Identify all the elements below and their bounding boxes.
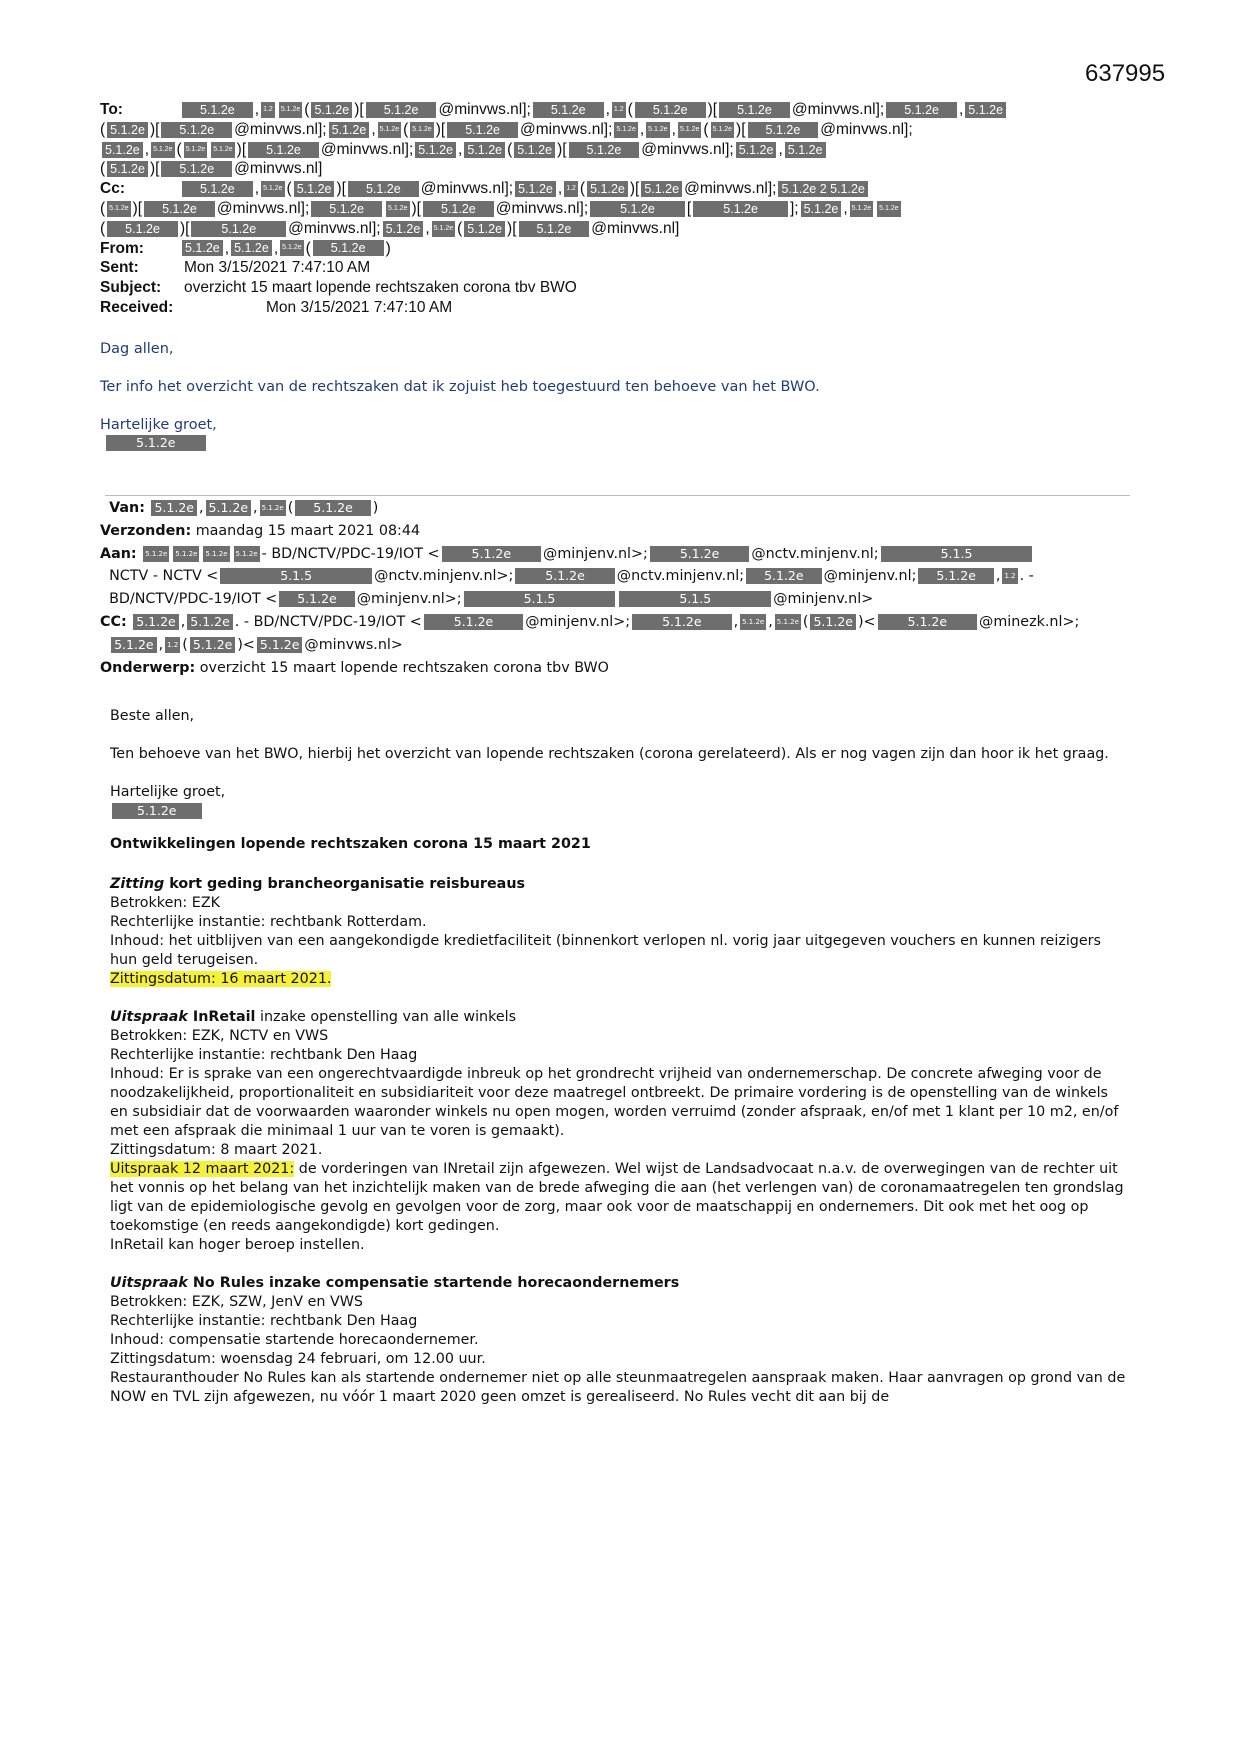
from-row: From: 5.1.2e , 5.1.2e , 5.1.2e ( 5.1.2e ) [100, 239, 391, 257]
subject-label: Subject: [100, 279, 162, 297]
redaction: 5.1.2e [447, 122, 518, 138]
aan-row-2: NCTV - NCTV < 5.1.5 @nctv.minjenv.nl>; 5.1.2e @nctv.minjenv.nl; 5.1.2e @minjenv.nl; 5.1.2e , 1.2 . - [109, 568, 1034, 585]
redaction: 5.1.5 [619, 591, 771, 607]
redaction: 5.1.2e [257, 637, 303, 653]
redaction: 5.1.2e [850, 201, 873, 217]
redaction: 5.1.2e [107, 122, 148, 138]
case3-inhoud: Inhoud: compensatie startende horecaondernemer. [110, 1332, 479, 1348]
redaction: 5.1.2e 2 5.1.2e [778, 181, 867, 197]
case2-uitspraak: Uitspraak 12 maart 2021: de vorderingen van INretail zijn afgewezen. Wel wijst de Landsadvocaat n.a.v. de overwegingen van de rechter uit het vonnis op het belang van het inzichtelijk maken van de brede afweging die aan (het verlengen van) de coronamaatregelen ten grondslag ligt van de epidemiologische gevolg en gevolgen voor de zorg, maar ook voor de maatschappij en ondernemers. Dit ook met het oog op toekomstige (en reeds aangekondigde) kort gedingen. [110, 1161, 1124, 1234]
redaction: 1.2 [612, 102, 626, 118]
received-label: Received: [100, 298, 174, 316]
redaction: 5.1.2e [182, 181, 253, 197]
sent-label: Sent: [100, 259, 139, 277]
redaction: 5.1.2e [965, 102, 1006, 118]
redaction: 5.1.2e [415, 142, 456, 158]
redaction: 5.1.2e [184, 142, 207, 158]
redaction: 5.1.2e [678, 122, 701, 138]
redaction: 5.1.5 [464, 591, 616, 607]
message-signature [104, 434, 1134, 453]
separator [105, 495, 1130, 496]
letter-intro: Ten behoeve van het BWO, hierbij het overzicht van lopende rechtszaken (corona gerelateerd). Als er nog vagen zijn dan hoor ik het graag. [110, 746, 1109, 762]
redaction: 5.1.2e [133, 614, 179, 630]
to-row-3: 5.1.2e , 5.1.2e ( 5.1.2e 5.1.2e )[ 5.1.2e @minvws.nl]; 5.1.2e , 5.1.2e ( 5.1.2e )[ 5.1.2e @minvws.nl]; 5.1.2e , 5.1.2e [100, 140, 1130, 160]
redaction: 5.1.2e [313, 240, 384, 256]
redaction: 5.1.2e [261, 181, 284, 197]
redaction: 5.1.2e [650, 546, 750, 562]
to-row: To: 5.1.2e , 1.2 5.1.2e ( 5.1.2e )[ 5.1.2e @minvws.nl]; 5.1.2e , 1.2 ( 5.1.2e )[ 5.1.2e @minvws.nl]; 5.1.2e , 5.1.2e [100, 100, 1130, 120]
redaction: 5.1.2e [295, 500, 371, 516]
redaction: 5.1.2e [187, 614, 233, 630]
case2-datum: Zittingsdatum: 8 maart 2021. [110, 1142, 323, 1158]
redaction: 5.1.2e [260, 500, 286, 516]
case3-betrokken: Betrokken: EZK, SZW, JenV en VWS [110, 1294, 363, 1310]
sent-row [100, 258, 1130, 278]
redaction: 5.1.2e [423, 201, 494, 217]
redaction: 5.1.2e [646, 122, 669, 138]
message-body: Ter info het overzicht van de rechtszaken dat ik zojuist heb toegestuurd ten behoeve van het BWO. [100, 379, 820, 395]
letter-heading: Ontwikkelingen lopende rechtszaken corona 15 maart 2021 [110, 836, 591, 852]
redaction: 5.1.2e [191, 221, 286, 237]
redaction: 5.1.2e [515, 181, 556, 197]
redaction: 5.1.2e [635, 102, 706, 118]
redaction: 5.1.2e [519, 221, 590, 237]
redaction: 5.1.2e [203, 546, 229, 562]
redaction: 5.1.2e [587, 181, 628, 197]
subject-row [100, 278, 1130, 298]
document-number: 637995 [1085, 60, 1166, 87]
aan-row: Aan: 5.1.2e 5.1.2e 5.1.2e 5.1.2e - BD/NCTV/PDC-19/IOT < 5.1.2e @minjenv.nl>; 5.1.2e @nctv.minjenv.nl; 5.1.5 [100, 543, 1135, 566]
onderwerp-row: Onderwerp: overzicht 15 maart lopende rechtszaken corona tbv BWO [100, 659, 609, 676]
redaction: 5.1.2e [348, 181, 419, 197]
case1-datum: Zittingsdatum: 16 maart 2021. [110, 971, 332, 987]
redaction: 5.1.2e [107, 221, 178, 237]
redaction: 5.1.2e [740, 614, 766, 630]
case2-betrokken: Betrokken: EZK, NCTV en VWS [110, 1028, 329, 1044]
redaction: 5.1.2e [746, 568, 822, 584]
redaction: 5.1.2e [614, 122, 637, 138]
redaction: 5.1.2e [719, 102, 790, 118]
redaction: 1.2 [1002, 568, 1017, 584]
case3-datum: Zittingsdatum: woensdag 24 februari, om 12.00 uur. [110, 1351, 486, 1367]
van-row: Van: 5.1.2e , 5.1.2e , 5.1.2e ( 5.1.2e ) [109, 500, 379, 516]
redaction: 5.1.2e [248, 142, 319, 158]
redaction: 5.1.2e [182, 102, 253, 118]
case1-betrokken: Betrokken: EZK [110, 895, 220, 911]
redaction: 5.1.5 [881, 546, 1033, 562]
case3-text: Restauranthouder No Rules kan als startende ondernemer niet op alle steunmaatregelen aanspraak maken. Haar aanvragen op grond van de NOW en TVL zijn afgewezen, nu vóór 1 maart 2020 geen omzet is gerealiseerd. No Rules vecht dit aan bij de [110, 1370, 1126, 1405]
redaction: 5.1.2e [801, 201, 842, 217]
redaction: 5.1.2e [886, 102, 957, 118]
verzonden-row: Verzonden: maandag 15 maart 2021 08:44 [100, 522, 421, 539]
redaction: 5.1.2e [383, 221, 424, 237]
redaction: 5.1.2e [143, 546, 169, 562]
cc-fwd-row: CC: 5.1.2e , 5.1.2e . - BD/NCTV/PDC-19/IOT < 5.1.2e @minjenv.nl>; 5.1.2e , 5.1.2e , 5.1.2e ( 5.1.2e )< 5.1.2e @minezk.nl>; [100, 613, 1080, 630]
case2-inhoud: Inhoud: Er is sprake van een ongerechtvaardigde inbreuk op het grondrecht vrijheid van ondernemerschap. De concrete afweging voor de noodzakelijkheid, proportionaliteit en subsidiariteit voor deze maatregel ontbreekt. De primaire vordering is de openstelling van de winkels en subsidiair dat de voorwaarden waaronder winkels nu open mogen, worden verruimd (zonder afspraak, en/of met 1 klant per 10 m2, en/of met een afspraak die minimaal 1 uur van te voren is gemaakt). [110, 1066, 1119, 1139]
redaction: 5.1.2e [442, 546, 542, 562]
message-greeting: Dag allen, [100, 341, 174, 357]
from-label: From: [100, 239, 144, 257]
case3-title: Uitspraak No Rules inzake compensatie startende horecaondernemers [110, 1275, 680, 1291]
redaction: 5.1.2e [410, 122, 433, 138]
redaction: 5.1.2e [378, 122, 401, 138]
redaction: 5.1.2e [206, 500, 252, 516]
redaction: 5.1.2e [151, 142, 174, 158]
redaction: 5.1.2e [211, 142, 234, 158]
letter-greeting: Beste allen, [110, 708, 195, 724]
redaction: 5.1.2e [785, 142, 826, 158]
redaction: 5.1.2e [106, 435, 206, 451]
redaction: 5.1.2e [877, 201, 900, 217]
letter-signature [110, 802, 1130, 821]
redaction: 5.1.2e [173, 546, 199, 562]
to-label: To: [100, 101, 123, 118]
redaction: 5.1.2e [231, 240, 272, 256]
redaction: 5.1.2e [102, 142, 143, 158]
redaction: 1.2 [564, 181, 578, 197]
redaction: 5.1.2e [711, 122, 734, 138]
redaction: 5.1.2e [464, 221, 505, 237]
redaction: 5.1.2e [386, 201, 409, 217]
cc-row: Cc: 5.1.2e , 5.1.2e ( 5.1.2e )[ 5.1.2e @minvws.nl]; 5.1.2e , 1.2 ( 5.1.2e )[ 5.1.2e @minvws.nl]; 5.1.2e 2 5.1.2e [100, 179, 1130, 199]
to-row-2: ( 5.1.2e )[ 5.1.2e @minvws.nl]; 5.1.2e , 5.1.2e ( 5.1.2e )[ 5.1.2e @minvws.nl]; 5.1.2e , 5.1.2e , 5.1.2e ( 5.1.2e )[ 5.1.2e @minvws.nl]; [100, 120, 913, 138]
redaction: 5.1.2e [234, 546, 260, 562]
redaction: 5.1.2e [161, 122, 232, 138]
redaction: 5.1.2e [515, 568, 615, 584]
cc-row-2: ( 5.1.2e )[ 5.1.2e @minvws.nl]; 5.1.2e 5.1.2e )[ 5.1.2e @minvws.nl]; 5.1.2e [ 5.1.2e ]; 5.1.2e , 5.1.2e 5.1.2e [100, 199, 899, 217]
letter-body [110, 707, 1130, 1407]
redaction: 5.1.2e [107, 201, 130, 217]
redaction: 5.1.2e [294, 181, 335, 197]
redaction: 5.1.2e [693, 201, 788, 217]
case1-inhoud: Inhoud: het uitblijven van een aangekondigde kredietfaciliteit (binnenkort verlopen nl. vorig jaar uitgegeven vouchers en kunnen reizigers hun geld terugeisen. [110, 933, 1101, 968]
case2-title: Uitspraak InRetail inzake openstelling van alle winkels [110, 1009, 517, 1025]
message-closing: Hartelijke groet, [100, 417, 217, 433]
redaction: 5.1.2e [151, 500, 197, 516]
cc-row-3: ( 5.1.2e )[ 5.1.2e @minvws.nl]; 5.1.2e , 5.1.2e ( 5.1.2e )[ 5.1.2e @minvws.nl] [100, 219, 680, 237]
received-row [100, 298, 1130, 318]
redaction: 5.1.2e [514, 142, 555, 158]
redaction: 1.2 [261, 102, 275, 118]
redaction: 5.1.2e [311, 201, 382, 217]
redaction: 5.1.2e [190, 637, 236, 653]
redaction: 5.1.2e [311, 102, 352, 118]
redaction: 5.1.2e [424, 614, 524, 630]
redaction: 5.1.2e [736, 142, 777, 158]
case1-instantie: Rechterlijke instantie: rechtbank Rotterdam. [110, 914, 427, 930]
redaction: 5.1.2e [533, 102, 604, 118]
redaction: 5.1.2e [748, 122, 819, 138]
redaction: 5.1.2e [366, 102, 437, 118]
cc-label: Cc: [100, 180, 125, 198]
redaction: 5.1.2e [810, 614, 856, 630]
subject-value: overzicht 15 maart lopende rechtszaken corona tbv BWO [184, 279, 577, 297]
cc-fwd-row-2: 5.1.2e , 1.2 ( 5.1.2e )< 5.1.2e @minvws.nl> [100, 634, 1135, 657]
redaction: 5.1.2e [279, 591, 355, 607]
redaction: 5.1.2e [112, 803, 202, 819]
redaction: 5.1.2e [111, 637, 157, 653]
redaction: 5.1.2e [107, 161, 148, 177]
redaction: 5.1.2e [464, 142, 505, 158]
aan-row-3: BD/NCTV/PDC-19/IOT < 5.1.2e @minjenv.nl>; 5.1.5 5.1.5 @minjenv.nl> [109, 591, 874, 608]
redaction: 5.1.2e [161, 161, 232, 177]
case1-title: Zitting kort geding brancheorganisatie reisbureaus [110, 876, 526, 892]
redaction: 5.1.2e [279, 102, 302, 118]
redaction: 5.1.2e [144, 201, 215, 217]
redaction: 5.1.2e [590, 201, 685, 217]
redaction: 5.1.2e [182, 240, 223, 256]
received-value: Mon 3/15/2021 7:47:10 AM [266, 298, 453, 316]
redaction: 5.1.2e [632, 614, 732, 630]
redaction: 1.2 [165, 637, 180, 653]
sent-value: Mon 3/15/2021 7:47:10 AM [184, 259, 371, 277]
redaction: 5.1.5 [220, 568, 372, 584]
redaction: 5.1.2e [775, 614, 801, 630]
case3-instantie: Rechterlijke instantie: rechtbank Den Haag [110, 1313, 418, 1329]
to-row-4: ( 5.1.2e )[ 5.1.2e @minvws.nl] [100, 160, 323, 178]
redaction: 5.1.2e [432, 221, 455, 237]
redaction: 5.1.2e [641, 181, 682, 197]
redaction: 5.1.2e [878, 614, 978, 630]
redaction: 5.1.2e [329, 122, 370, 138]
redaction: 5.1.2e [280, 240, 303, 256]
forwarded-header [100, 497, 1135, 679]
case2-instantie: Rechterlijke instantie: rechtbank Den Haag [110, 1047, 418, 1063]
letter-closing: Hartelijke groet, [110, 784, 226, 800]
case2-beroep: InRetail kan hoger beroep instellen. [110, 1237, 365, 1253]
redaction: 5.1.2e [569, 142, 640, 158]
email-header [100, 100, 1130, 318]
redaction: 5.1.2e [918, 568, 994, 584]
